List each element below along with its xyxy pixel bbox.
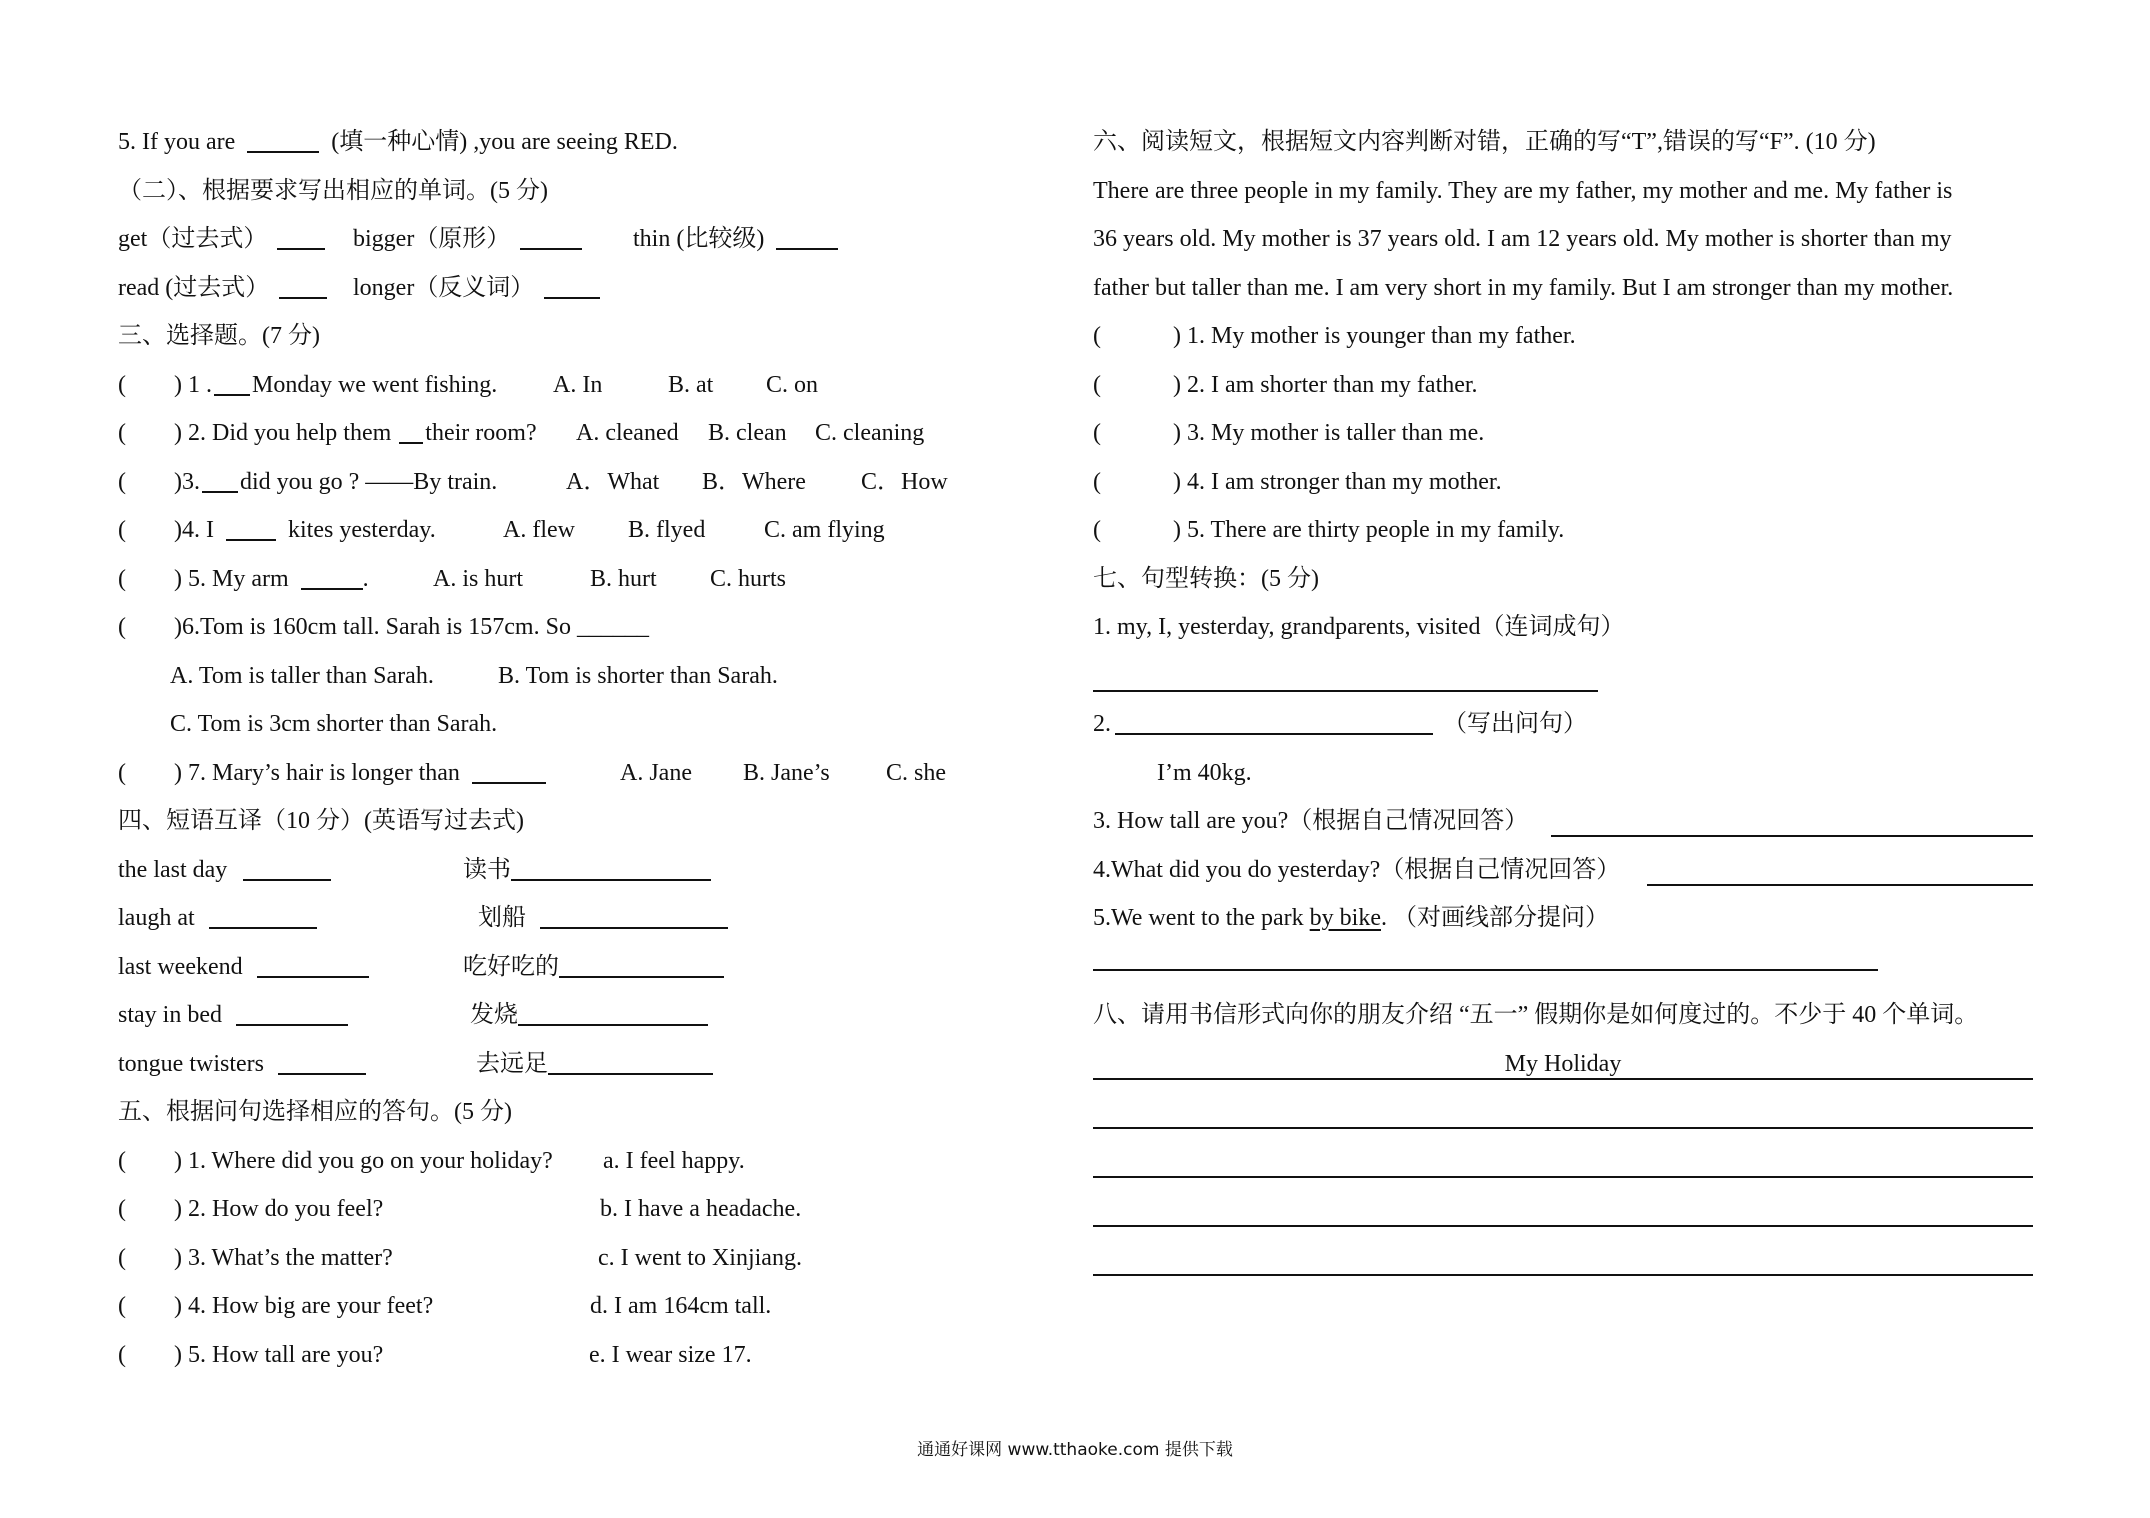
- s3-q2-option-a: A. cleaned: [576, 420, 679, 446]
- passage-line-3: father but taller than me. I am very short in my family. But I am stronger than my mother.: [1093, 274, 1954, 301]
- writing-line-5[interactable]: [1093, 1274, 2033, 1276]
- s2-item-read: read (过去式）: [118, 264, 327, 313]
- s7-q3-answer-rule[interactable]: [1551, 835, 2033, 837]
- s4-row-4: [118, 991, 988, 1040]
- s5-answer-a: a. I feel happy.: [603, 1147, 745, 1174]
- s4-cn-4: 发烧: [470, 991, 708, 1040]
- passage-line-1: There are three people in my family. They are my father, my mother and me. My father is: [1093, 177, 1953, 204]
- s4-blank-cn-1[interactable]: [511, 849, 711, 881]
- s5-question-1: ( ) 1. Where did you go on your holiday?: [118, 1147, 553, 1174]
- s1-q5-line: [118, 118, 988, 167]
- s5-row-4: [118, 1282, 988, 1331]
- q5-post-text: (填一种心情) ,you are seeing RED.: [331, 129, 678, 155]
- s3-q4-option-c: C. am flying: [764, 517, 885, 543]
- q5-blank[interactable]: [247, 121, 319, 153]
- s7-q4-answer-rule[interactable]: [1647, 884, 2033, 886]
- s3-q2: ( ) 2. Did you help them their room? A. cleaned B. clean C. cleaning: [118, 409, 988, 458]
- s4-blank-cn-2[interactable]: [540, 897, 728, 929]
- s3-q7-option-a: A. Jane: [620, 759, 692, 786]
- s3-q5-option-a: A. is hurt: [433, 565, 523, 592]
- s5-question-3: ( ) 3. What’s the matter?: [118, 1244, 393, 1271]
- s4-row-2: [118, 894, 988, 943]
- s4-blank-en-3[interactable]: [257, 946, 369, 978]
- s2-item-thin: thin (比较级): [633, 215, 838, 264]
- s2-item-get: get（过去式）: [118, 215, 325, 264]
- s3-q1-blank[interactable]: [214, 364, 250, 396]
- s3-heading: 三、选择题。(7 分): [118, 323, 320, 349]
- s6-item-3: ( ) 3. My mother is taller than me.: [1093, 420, 1485, 446]
- s7-heading: 七、句型转换：(5 分): [1093, 565, 1319, 592]
- s5-question-5: ( ) 5. How tall are you?: [118, 1341, 384, 1368]
- s3-q1: ( ) 1 . Monday we went fishing. A. In B. at C. on: [118, 361, 988, 410]
- s5-answer-d: d. I am 164cm tall.: [590, 1293, 772, 1319]
- writing-line-3[interactable]: [1093, 1176, 2033, 1178]
- s3-q4-option-b: B. flyed: [628, 517, 706, 543]
- s3-q6-options-row1: [118, 652, 988, 701]
- s2-heading: （二）、根据要求写出相应的单词。(5 分): [118, 177, 548, 204]
- s7-q2-blank[interactable]: [1115, 703, 1433, 735]
- s3-q3-option-c: C．How: [861, 468, 948, 495]
- s4-en-1: the last day: [118, 846, 331, 895]
- writing-line-2[interactable]: [1093, 1127, 2033, 1129]
- s3-q1-option-b: B. at: [668, 371, 714, 398]
- s8-heading: 八、请用书信形式向你的朋友介绍 “五一” 假期你是如何度过的。不少于 40 个单词。: [1093, 1002, 1979, 1028]
- s5-answer-c: c. I went to Xinjiang.: [598, 1244, 802, 1271]
- s3-q5: ( ) 5. My arm . A. is hurt B. hurt C. hurts: [118, 555, 988, 604]
- s5-row-1: [118, 1137, 988, 1186]
- s6-item-2: ( ) 2. I am shorter than my father.: [1093, 371, 1478, 398]
- s4-row-1: [118, 846, 988, 895]
- s4-blank-en-2[interactable]: [209, 897, 317, 929]
- letter-title: My Holiday: [1504, 1050, 1622, 1077]
- s3-q6-option-a: A. Tom is taller than Sarah.: [170, 662, 434, 689]
- s5-answer-b: b. I have a headache.: [600, 1196, 802, 1222]
- s4-blank-en-5[interactable]: [278, 1043, 366, 1075]
- s5-heading: 五、根据问句选择相应的答句。(5 分): [118, 1099, 512, 1125]
- s6-heading: 六、阅读短文，根据短文内容判断对错，正确的写“T”,错误的写“F”. (10 分): [1093, 129, 1876, 155]
- s4-blank-en-1[interactable]: [243, 849, 331, 881]
- s3-q1-option-c: C. on: [766, 371, 819, 398]
- s8-title-line: [1093, 1040, 2033, 1089]
- s4-heading: 四、短语互译（10 分）(英语写过去式): [118, 808, 524, 834]
- s4-blank-cn-4[interactable]: [518, 994, 708, 1026]
- s4-row-3: [118, 943, 988, 992]
- s2-row-2: [118, 264, 988, 313]
- s3-q2-option-b: B. clean: [708, 420, 787, 446]
- s7-q1-rule[interactable]: [1093, 690, 1598, 692]
- s4-row-5: [118, 1040, 988, 1089]
- s5-question-4: ( ) 4. How big are your feet?: [118, 1293, 434, 1319]
- s3-q6-option-c: C. Tom is 3cm shorter than Sarah.: [170, 711, 498, 737]
- s3-q4-option-a: A. flew: [503, 517, 575, 543]
- s4-cn-2: 划船: [478, 894, 728, 943]
- s3-q3: ( )3. did you go ? ——By train. A．What B．Where C．How: [118, 458, 988, 507]
- s6-item-1: ( ) 1. My mother is younger than my father.: [1093, 323, 1576, 349]
- s3-q4-blank[interactable]: [226, 509, 276, 541]
- s5-answer-e: e. I wear size 17.: [589, 1341, 752, 1368]
- writing-line-4[interactable]: [1093, 1225, 2033, 1227]
- s4-en-4: stay in bed: [118, 991, 348, 1040]
- s7-q1: 1. my, I, yesterday, grandparents, visited（连词成句）: [1093, 614, 1625, 640]
- s6-item-4: ( ) 4. I am stronger than my mother.: [1093, 468, 1502, 495]
- s3-q7-option-c: C. she: [886, 759, 946, 786]
- s7-q5: 5.We went to the park by bike. （对画线部分提问）: [1093, 905, 1609, 931]
- s3-q3-option-a: A．What: [566, 468, 660, 495]
- s5-question-2: ( ) 2. How do you feel?: [118, 1196, 384, 1222]
- s3-q7-blank[interactable]: [472, 752, 546, 784]
- s2-blank-bigger[interactable]: [520, 218, 582, 250]
- s3-q4: ( )4. I kites yesterday. A. flew B. flyed C. am flying: [118, 506, 988, 555]
- s4-en-5: tongue twisters: [118, 1040, 366, 1089]
- right-column: [1093, 118, 2033, 1088]
- s3-q5-option-b: B. hurt: [590, 565, 657, 592]
- s3-q5-blank[interactable]: [301, 558, 363, 590]
- s2-blank-thin[interactable]: [776, 218, 838, 250]
- s7-q2: 2. （写出问句）: [1093, 700, 2033, 749]
- s7-q5-rule[interactable]: [1093, 969, 1878, 971]
- s4-blank-cn-5[interactable]: [548, 1043, 713, 1075]
- s4-cn-5: 去远足: [476, 1040, 713, 1089]
- s4-cn-3: 吃好吃的: [463, 943, 724, 992]
- q5-pre-text: 5. If you are: [118, 129, 236, 155]
- s3-q5-option-c: C. hurts: [710, 565, 787, 592]
- s3-q7: ( ) 7. Mary’s hair is longer than A. Jane B. Jane’s C. she: [118, 749, 988, 798]
- passage-line-2: 36 years old. My mother is 37 years old. I am 12 years old. My mother is shorter than my: [1093, 226, 1952, 252]
- s3-q3-option-b: B．Where: [702, 468, 806, 495]
- s3-q3-blank[interactable]: [202, 461, 238, 493]
- s3-q6: ( )6.Tom is 160cm tall. Sarah is 157cm. So ______: [118, 614, 649, 640]
- s2-blank-read[interactable]: [279, 267, 327, 299]
- left-column: [118, 118, 988, 1379]
- s6-item-5: ( ) 5. There are thirty people in my family.: [1093, 517, 1565, 543]
- s5-row-3: [118, 1234, 988, 1283]
- s4-blank-cn-3[interactable]: [559, 946, 724, 978]
- s3-q1-option-a: A. In: [553, 371, 603, 398]
- s4-cn-1: 读书: [463, 846, 711, 895]
- s3-q2-blank[interactable]: [399, 412, 423, 444]
- s7-q3: 3. How tall are you?（根据自己情况回答）: [1093, 797, 2033, 846]
- s3-q7-option-b: B. Jane’s: [743, 759, 830, 786]
- s4-en-3: last weekend: [118, 943, 369, 992]
- s5-row-5: [118, 1331, 988, 1380]
- s2-blank-get[interactable]: [277, 218, 325, 250]
- s7-q2-answer: I’m 40kg.: [1157, 759, 1252, 786]
- s3-q2-option-c: C. cleaning: [815, 420, 925, 446]
- s2-blank-longer[interactable]: [544, 267, 600, 299]
- s4-en-2: laugh at: [118, 894, 317, 943]
- footer-credit: 通通好课网 www.tthaoke.com 提供下载: [917, 1440, 1233, 1460]
- s2-item-longer: longer（反义词）: [353, 264, 600, 313]
- s7-q5-answer-line[interactable]: [1093, 943, 2033, 992]
- s7-q4: 4.What did you do yesterday?（根据自己情况回答）: [1093, 846, 2033, 895]
- s5-row-2: [118, 1185, 988, 1234]
- underlined-phrase: by bike: [1309, 905, 1381, 931]
- s3-q6-option-b: B. Tom is shorter than Sarah.: [498, 662, 778, 689]
- s2-row-1: [118, 215, 988, 264]
- s7-q1-answer-line[interactable]: [1093, 652, 2033, 701]
- s4-blank-en-4[interactable]: [236, 994, 348, 1026]
- s2-item-bigger: bigger（原形）: [353, 215, 582, 264]
